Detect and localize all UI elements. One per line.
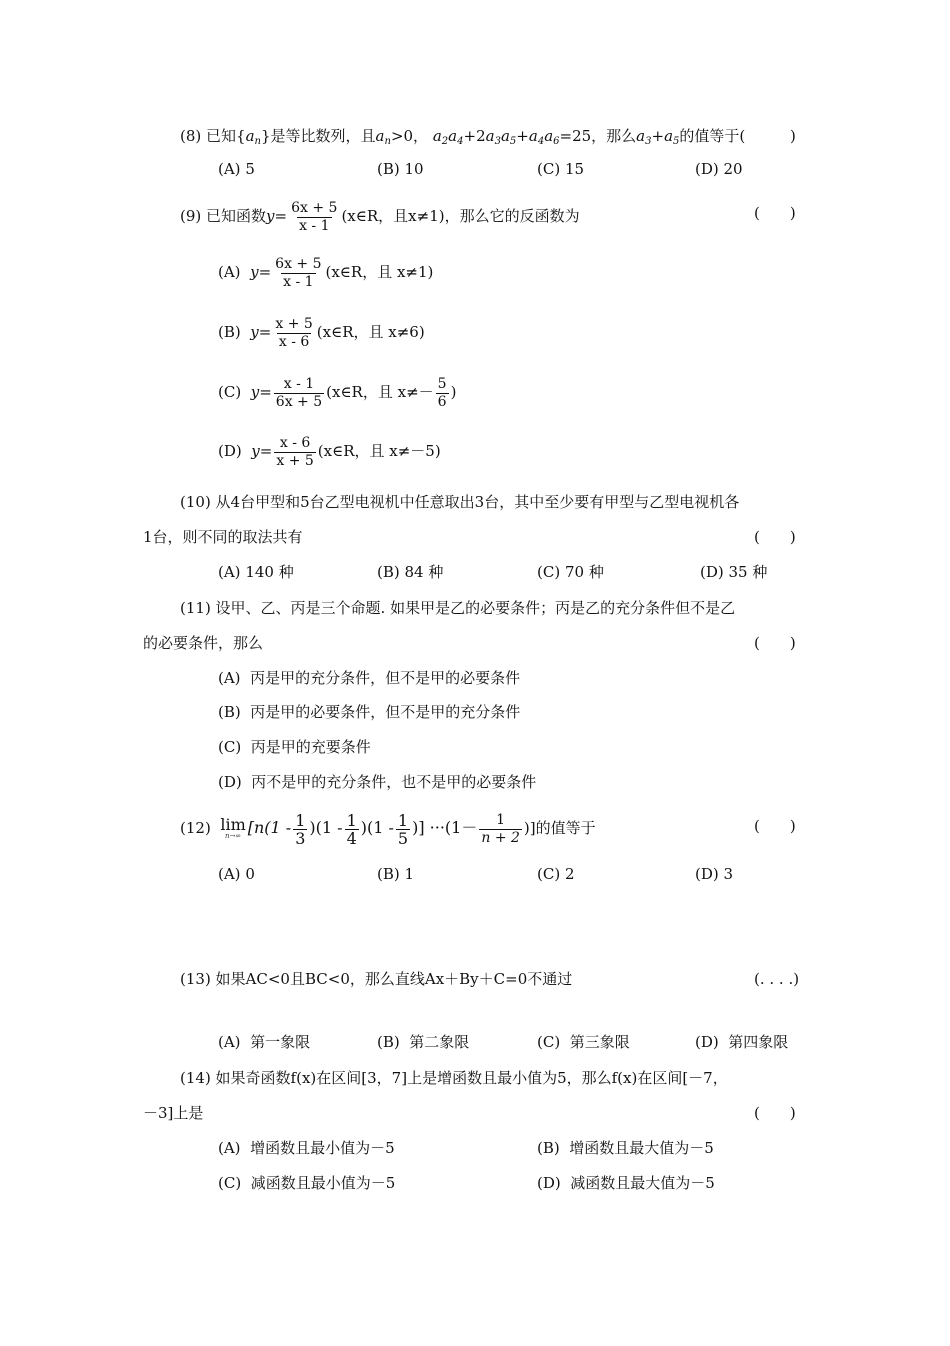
q14-option-b[interactable]: (B) 增函数且最大值为－5 [537, 1139, 714, 1157]
q10-option-a[interactable]: (A) 140 种 [218, 563, 294, 581]
q9-option-c[interactable]: (C) y= $\frac{x - 1}{6x + 5}$ (x∈R，且 x≠－ $\frac{5}{6}$ ) [218, 375, 457, 410]
q8-option-d[interactable]: (D) 20 [695, 160, 743, 178]
q8-option-c[interactable]: (C) 15 [537, 160, 585, 178]
q11-option-d[interactable]: (D) 丙不是甲的充分条件，也不是甲的必要条件 [218, 773, 537, 791]
q12-option-d[interactable]: (D) 3 [695, 865, 734, 883]
q10-stem-line1: (10) 从4台甲型和5台乙型电视机中任意取出3台，其中至少要有甲型与乙型电视机各 [180, 493, 740, 511]
q9-option-a[interactable]: (A) y= $\frac{6x + 5}{x - 1}$ (x∈R，且 x≠1) [218, 255, 434, 290]
q10-option-c[interactable]: (C) 70 种 [537, 563, 604, 581]
q11-answer-paren[interactable]: ( ) [754, 634, 796, 652]
q12-option-b[interactable]: (B) 1 [377, 865, 415, 883]
q11-option-a[interactable]: (A) 丙是甲的充分条件，但不是甲的必要条件 [218, 669, 521, 687]
q14-stem-line1: (14) 如果奇函数f(x)在区间[3，7]上是增函数且最小值为5，那么f(x)在区间[－7， [180, 1069, 728, 1087]
limit-operator: lim n→∞ [220, 815, 246, 840]
q9-option-d[interactable]: (D) y= $\frac{x - 6}{x + 5}$ (x∈R，且 x≠－5) [218, 434, 441, 469]
q14-option-c[interactable]: (C) 减函数且最小值为－5 [218, 1174, 396, 1192]
q13-option-b[interactable]: (B) 第二象限 [377, 1033, 470, 1051]
q14-stem-line2: －3]上是 [143, 1104, 204, 1122]
q13-answer-paren[interactable]: (. . . .) [754, 970, 800, 988]
q11-option-b[interactable]: (B) 丙是甲的必要条件，但不是甲的充分条件 [218, 703, 521, 721]
q13-option-a[interactable]: (A) 第一象限 [218, 1033, 311, 1051]
q8-answer-paren-close[interactable]: ) [790, 127, 796, 145]
q9-answer-paren[interactable]: ( ) [754, 204, 796, 222]
q9-stem: (9) 已知函数y= $\frac{6x + 5}{x - 1}$ (x∈R，且x≠1)，那么它的反函数为 [180, 199, 580, 234]
q13-stem: (13) 如果AC<0且BC<0，那么直线Ax＋By＋C=0不通过 [180, 970, 573, 988]
q9-option-b[interactable]: (B) y= $\frac{x + 5}{x - 6}$ (x∈R，且 x≠6) [218, 315, 425, 350]
q10-option-d[interactable]: (D) 35 种 [700, 563, 768, 581]
q11-option-c[interactable]: (C) 丙是甲的充要条件 [218, 738, 371, 756]
q11-stem-line1: (11) 设甲、乙、丙是三个命题. 如果甲是乙的必要条件；丙是乙的充分条件但不是乙 [180, 599, 736, 617]
q10-stem-line2: 1台，则不同的取法共有 [143, 528, 303, 546]
q10-option-b[interactable]: (B) 84 种 [377, 563, 444, 581]
q10-answer-paren[interactable]: ( ) [754, 528, 796, 546]
q14-option-a[interactable]: (A) 增函数且最小值为－5 [218, 1139, 395, 1157]
q11-stem-line2: 的必要条件，那么 [143, 634, 264, 652]
q14-answer-paren[interactable]: ( ) [754, 1104, 796, 1122]
q9-function-fraction: $\frac{6x + 5}{x - 1}$ [291, 199, 338, 234]
q12-answer-paren[interactable]: ( ) [754, 817, 796, 835]
q12-stem: (12) lim n→∞ [n(1 - $\frac{1}{3}$ )(1 - $\frac{1}{4}$ )(1 - $\frac{1}{5}$ )] ···(1－ $\frac{1}{n + 2}$ )]的值等于 [180, 810, 596, 848]
q12-option-c[interactable]: (C) 2 [537, 865, 575, 883]
q8-option-b[interactable]: (B) 10 [377, 160, 424, 178]
q8-stem: (8) 已知$\{a_n\}$是等比数列，且$a_n>0$， $a_2a_4+2a_3a_5+a_4a_6=25$，那么$a_3+a_5$的值等于( [180, 127, 746, 147]
q14-option-d[interactable]: (D) 减函数且最大值为－5 [537, 1174, 715, 1192]
q8-option-a[interactable]: (A) 5 [218, 160, 255, 178]
q12-option-a[interactable]: (A) 0 [218, 865, 255, 883]
q13-option-d[interactable]: (D) 第四象限 [695, 1033, 789, 1051]
q13-option-c[interactable]: (C) 第三象限 [537, 1033, 630, 1051]
